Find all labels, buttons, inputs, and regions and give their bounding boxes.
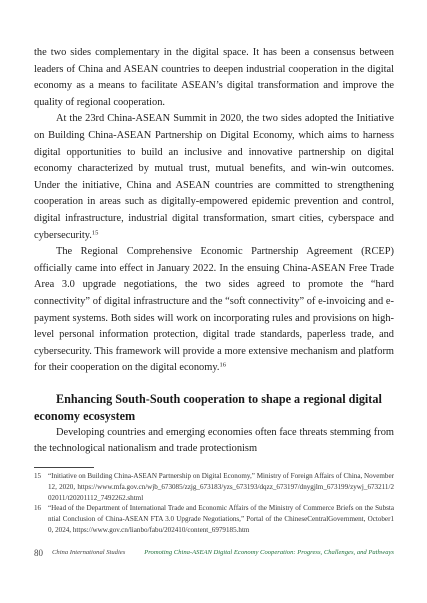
- body-text: [34, 45, 394, 458]
- paragraph-continued: [34, 45, 394, 111]
- footnotes: [34, 471, 394, 536]
- footnote-text: “Initiative on Building China-ASEAN Partnership on Digital Economy,” Ministry of Foreign Affairs of China, November12, 2020, https://www.mfa.gov.cn/wjb_673085/zzjg_673183/yzs_673193/dqzz_673197/dnygjlm_673199/zywj_673211/202011/t20201112_7492262.shtml: [48, 472, 394, 502]
- footnote-number: 16: [34, 504, 42, 513]
- paragraph-text: At the 23rd China-ASEAN Summit in 2020, the two sides adopted the Initiative on Building China-ASEAN Partnership on Digital Economy, which aims to harness digital opportunities to build an inclusive and innovative partnership on digital economy characterized by mutual trust, mutual benefits, and win-win outcomes. Under the initiative, China and ASEAN countries are committed to strengthening cooperation in areas such as digitally-empowered epidemic prevention and control, digital infrastructure, industrial digital transformation, smart cities, cyberspace and cybersecurity.: [34, 113, 394, 241]
- footnote-text: “Head of the Department of International Trade and Economic Affairs of the Ministry of Commerce Briefs on the Substantial Conclusion of China-ASEAN FTA 3.0 Upgrade Negotiations,” Portal of the ChineseCentralGovernment, October10, 2024, https://www.gov.cn/lianbo/fabu/202410/content_6979185.htm: [48, 504, 394, 534]
- footnote-ref-15[interactable]: 15: [91, 229, 99, 237]
- journal-name: China International Studies: [52, 549, 126, 556]
- paragraph-text: Developing countries and emerging economies often face threats stemming from the technological nationalism and trade protectionism: [34, 426, 394, 455]
- paragraph-text: The Regional Comprehensive Economic Partnership Agreement (RCEP) officially came into effect in January 2022. In the ensuing China-ASEAN Free Trade Area 3.0 upgrade negotiations, the two sides agreed to promote the “hard connectivity” of digital infrastructure and the “soft connectivity” of e-invoicing and e-payment systems. Both sides will work on incorporating rules and provisions on high-level personal information protection, digital trade standards, paperless trade, and cybersecurity. This framework will provide a more extensive mechanism and platform for their cooperation on the digital economy.: [34, 246, 394, 374]
- footnote-ref-16[interactable]: 16: [219, 361, 226, 369]
- footnote-15: [34, 471, 394, 503]
- running-title: Promoting China-ASEAN Digital Economy Cooperation: Progress, Challenges, and Pathways: [144, 549, 394, 556]
- footnote-divider: [34, 467, 94, 468]
- footnote-number: 15: [34, 472, 42, 480]
- paragraph-summit: [34, 111, 394, 244]
- section-heading: Enhancing South-South cooperation to shape a regional digital economy ecosystem: [34, 391, 382, 423]
- footnote-16: [34, 503, 394, 535]
- page-footer: [34, 547, 394, 559]
- page-number: 80: [34, 548, 43, 558]
- paragraph-text: the two sides complementary in the digital space. It has been a consensus between leaders of China and ASEAN countries to deepen industrial cooperation in the digital economy as a means to facilitate ASEAN’s digital transformation and improve the quality of regional cooperation.: [34, 47, 394, 108]
- paragraph-rcep: [34, 244, 394, 377]
- paragraph-developing: [34, 425, 394, 458]
